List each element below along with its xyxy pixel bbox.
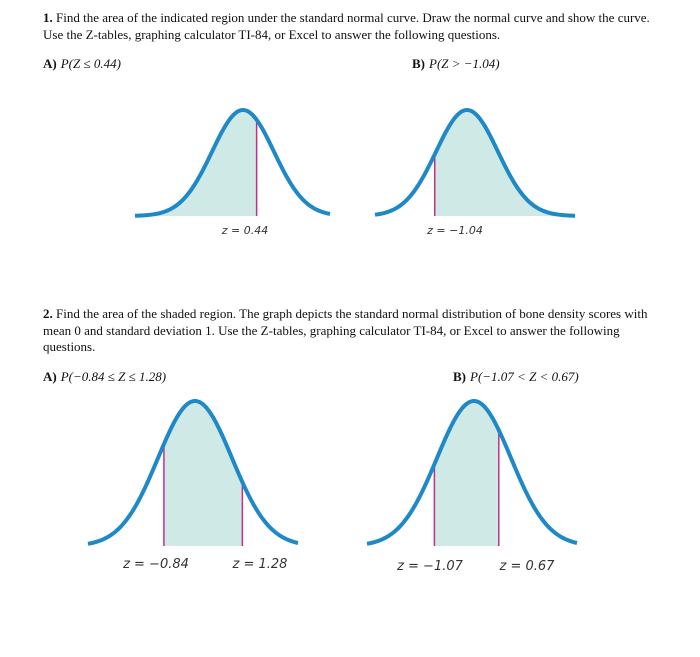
z-label-upper: z = 1.28 (232, 557, 288, 572)
normal-curve-q1b (375, 98, 575, 248)
shaded-region (135, 110, 257, 216)
question-1b-label: B) P(Z > −1.04) (412, 56, 500, 71)
question-1a-label: A) P(Z ≤ 0.44) (43, 56, 121, 71)
question-2-text (43, 306, 663, 356)
normal-curve-q2a (88, 393, 298, 578)
question-1-number: 1. (43, 10, 53, 25)
shaded-region (434, 401, 498, 546)
z-label-lower: z = −1.07 (397, 559, 463, 574)
question-1-body: Find the area of the indicated region under the standard normal curve. Draw the normal curve and show the curve. Use the Z-tables, graphing calculator TI-84, or Excel to answer the following questions. (43, 10, 650, 42)
z-label-upper: z = 0.67 (499, 559, 555, 574)
z-label-lower: z = −0.84 (123, 557, 189, 572)
question-2-number: 2. (43, 306, 53, 321)
question-2-body: Find the area of the shaded region. The graph depicts the standard normal distribution of bone density scores with mean 0 and standard deviation 1. Use the Z-tables, graphing calculator TI-84, or Excel to answer the following questions. (43, 306, 648, 354)
z-label: z = 0.44 (221, 224, 269, 237)
question-2b-label: B) P(−1.07 < Z < 0.67) (453, 369, 579, 384)
question-1-text (43, 10, 663, 43)
normal-curve-q1a (135, 98, 335, 248)
question-2a-label: A) P(−0.84 ≤ Z ≤ 1.28) (43, 369, 167, 384)
z-label: z = −1.04 (427, 224, 483, 237)
normal-curve-q2b (367, 393, 577, 578)
